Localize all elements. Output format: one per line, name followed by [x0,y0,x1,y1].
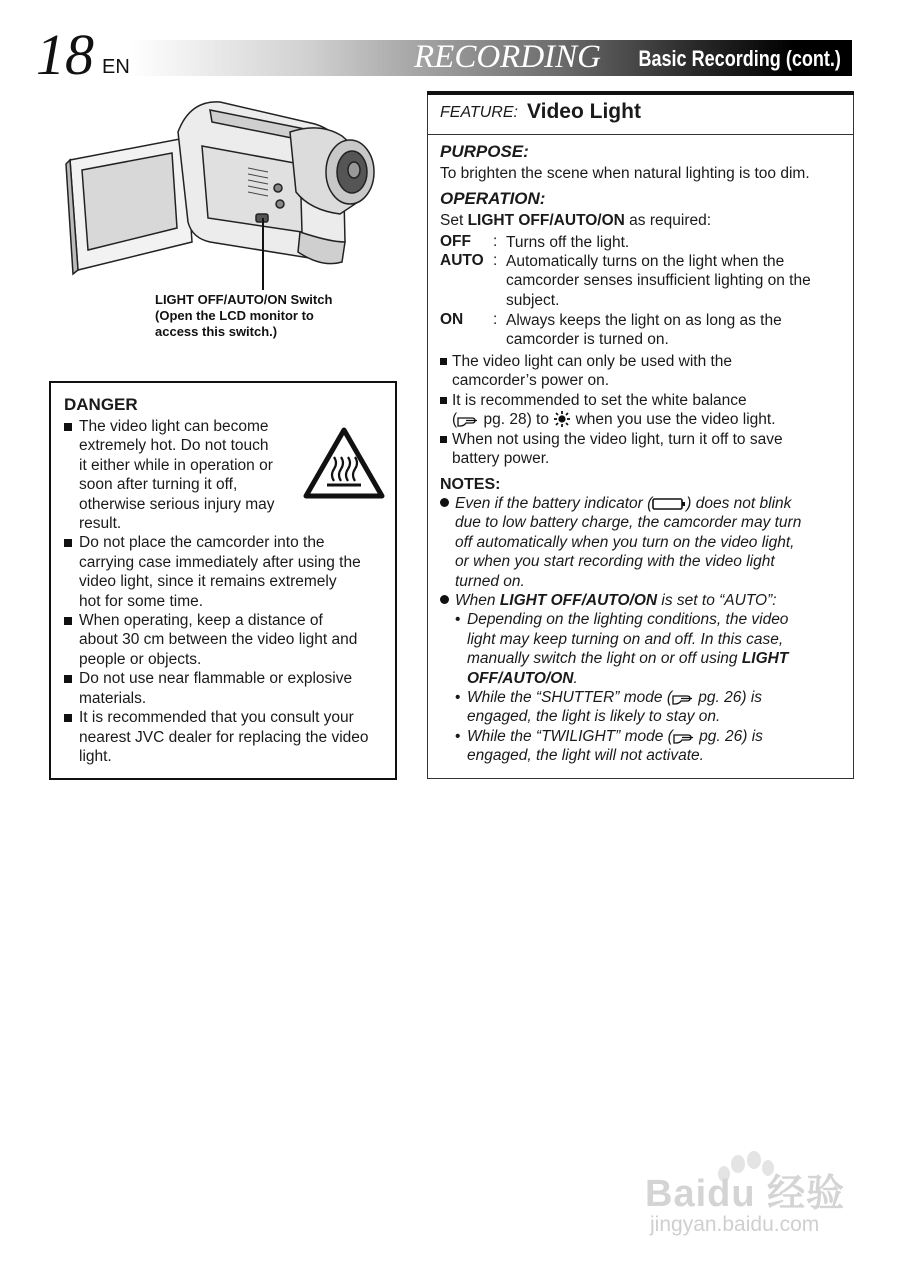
bullet-square-icon [64,423,72,431]
note-item: Even if the battery indicator ( ) does not blink due to low battery charge, the camcorder may turn off automatically when you turn on the video light, or when you start recording with the video light turned on. [440,494,845,591]
bullet-square-icon [64,539,72,547]
term-auto-definition: Automatically turns on the light when the camcorder senses insufficient lighting on the subject. [506,253,811,309]
watermark-url: jingyan.baidu.com [650,1213,820,1236]
page-language: EN [102,56,130,78]
danger-list [64,417,382,766]
danger-item: Do not place the camcorder into the carrying case immediately after using the video light, since it remains extremely hot for some time. [64,533,382,611]
note-subitem: • While the “TWILIGHT” mode ( pg. 26) is engaged, the light will not activate. [455,727,763,765]
bullet-square-icon [64,675,72,683]
term-on: ON [440,311,464,328]
purpose-heading: PURPOSE: [440,142,529,161]
bullet-dot-icon [440,595,449,604]
notes-list [440,494,845,766]
danger-item: Do not use near flammable or explosive materials. [64,669,382,708]
bullet-square-icon [64,714,72,722]
reference-hand-icon [673,731,695,744]
term-off: OFF [440,233,471,250]
section-subtitle: Basic Recording (cont.) [638,46,841,71]
feature-bullets [440,352,840,468]
purpose-text: To brighten the scene when natural lighting is too dim. [440,165,810,182]
term-colon: : [493,311,498,328]
bullet-square-icon [64,617,72,625]
danger-title: DANGER [64,395,138,414]
note-item: When LIGHT OFF/AUTO/ON is set to “AUTO”: [440,591,845,610]
camcorder-illustration [60,92,380,292]
feature-title: Video Light [527,100,641,123]
battery-icon [652,497,686,511]
page-number: 18 [36,22,94,87]
danger-item: It is recommended that you consult your nearest JVC dealer for replacing the video light. [64,708,382,766]
term-on-definition: Always keeps the light on as long as the camcorder is turned on. [506,312,782,349]
feature-bullet: The video light can only be used with the camcorder’s power on. [440,352,840,391]
term-colon: : [493,252,498,269]
bullet-square-icon [440,397,447,404]
reference-hand-icon [457,414,479,427]
operation-instruction: Set LIGHT OFF/AUTO/ON as required: [440,212,712,229]
section-title: RECORDING [414,39,601,75]
feature-title-divider [427,134,854,135]
callout-line [262,218,264,290]
danger-item: When operating, keep a distance of about 30 cm between the video light and people or objects. [64,611,382,669]
feature-bullet: It is recommended to set the white balance ( pg. 28) to when you use the video light. [440,391,840,430]
danger-item: The video light can become extremely hot. Do not touch it either while in operation or soon after turning it off, otherwise serious injury may result. [64,417,294,533]
feature-label: FEATURE: [440,104,518,121]
term-colon: : [493,233,498,250]
notes-heading: NOTES: [440,476,501,493]
watermark-logo: Baidu 经验 [645,1173,846,1215]
bullet-dot-icon [440,498,449,507]
bullet-square-icon [440,436,447,443]
feature-bullet: When not using the video light, turn it off to save battery power. [440,430,840,469]
switch-callout-label: LIGHT OFF/AUTO/ON Switch (Open the LCD monitor to access this switch.) [155,292,333,339]
reference-hand-icon [672,692,694,705]
feature-top-rule [427,91,854,95]
sun-icon [553,411,571,427]
term-off-definition: Turns off the light. [506,234,630,251]
note-subitem: • Depending on the lighting conditions, the video light may keep turning on and off. In this case, manually switch the light on or off using LIGHT OFF/AUTO/ON. [455,611,789,687]
operation-heading: OPERATION: [440,189,546,208]
bullet-square-icon [440,358,447,365]
term-auto: AUTO [440,252,484,269]
note-subitem: • While the “SHUTTER” mode ( pg. 26) is engaged, the light is likely to stay on. [455,689,763,726]
